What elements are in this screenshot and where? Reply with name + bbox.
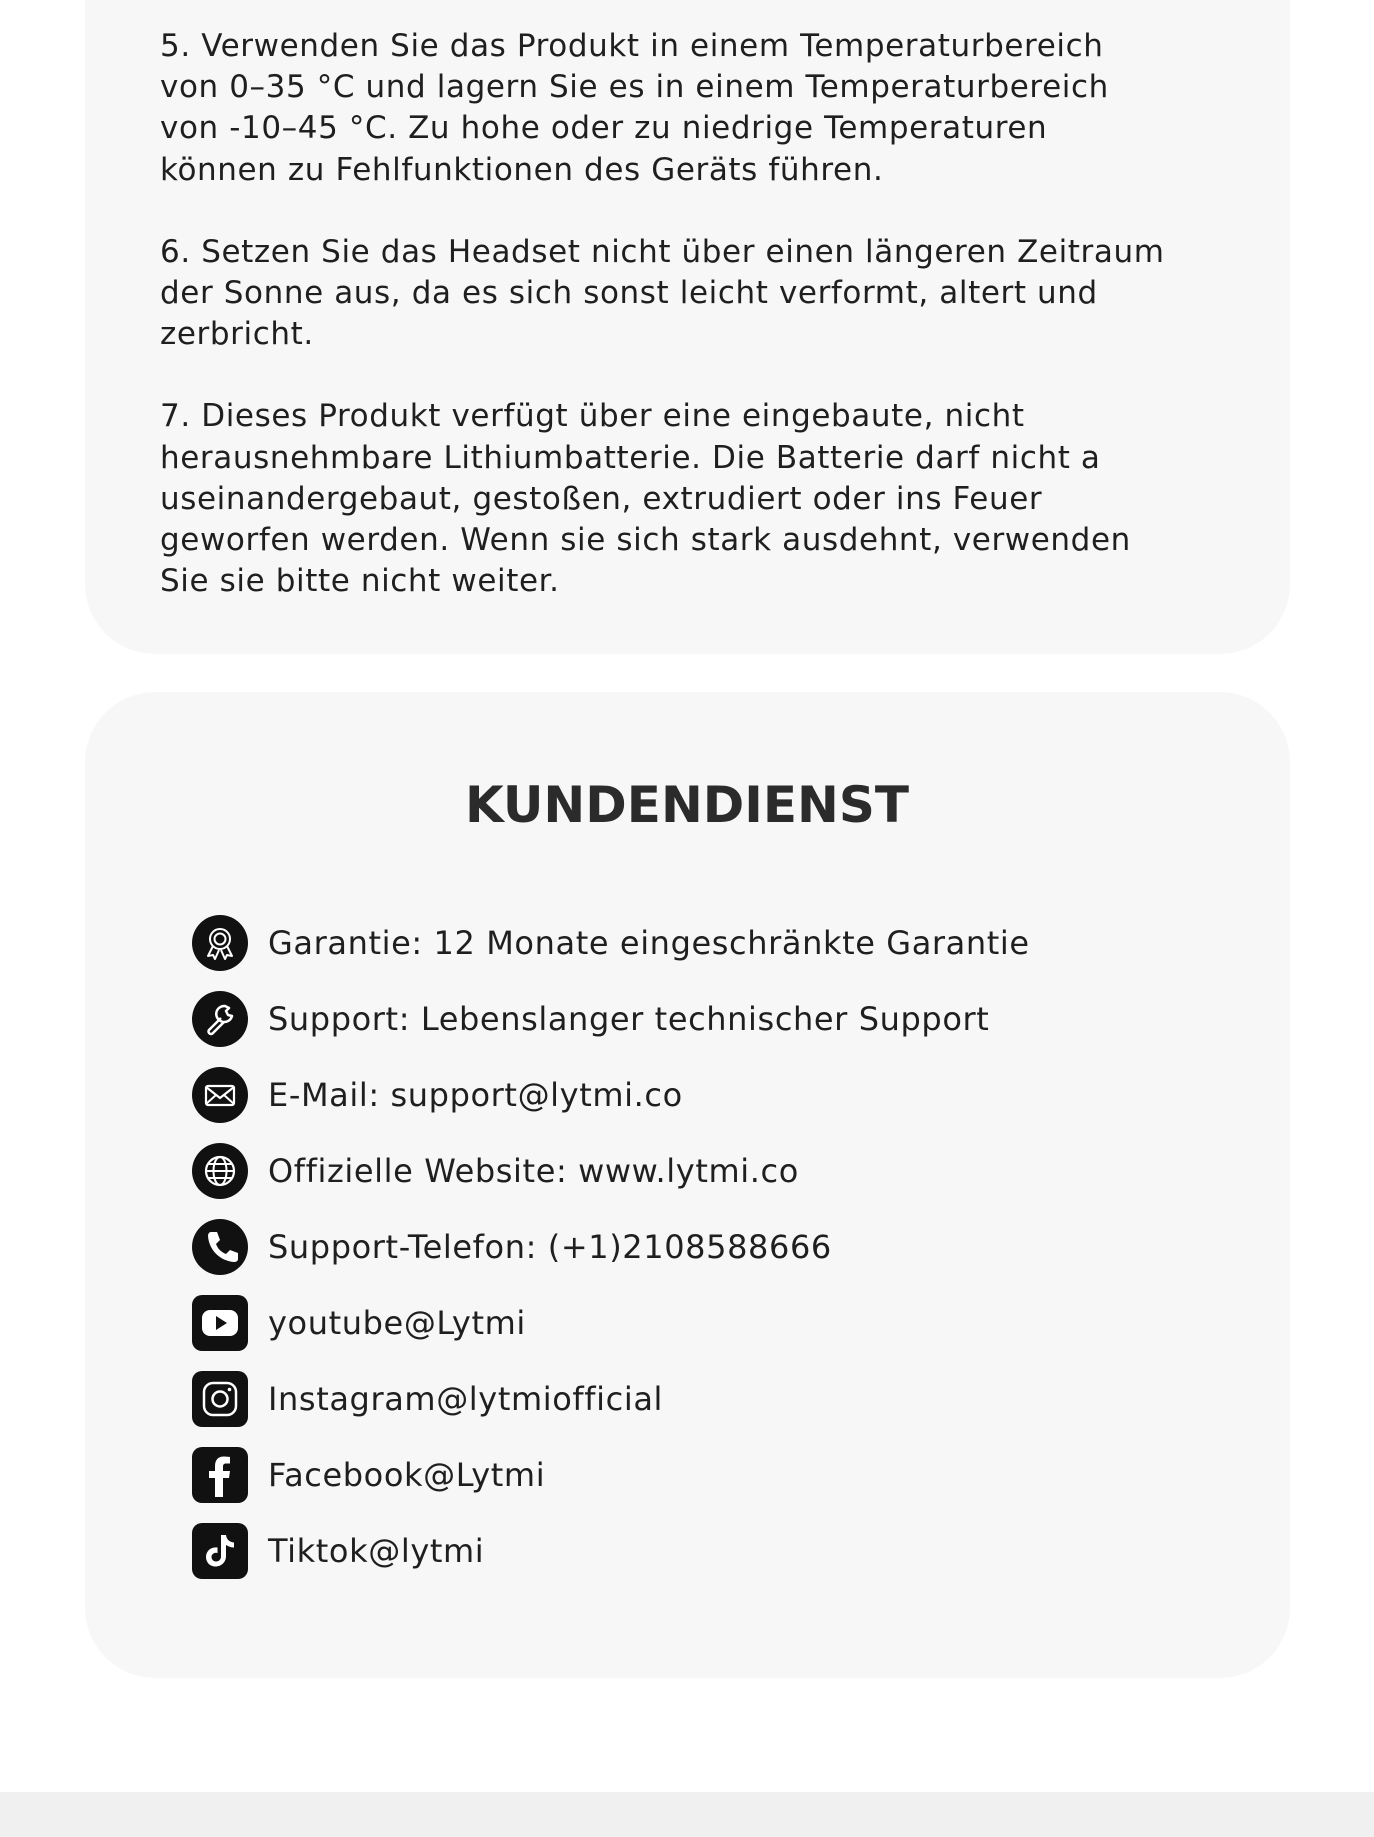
safety-note-7: 7. Dieses Produkt verfügt über eine eingebaute, nicht herausnehmbare Lithiumbatterie. Die Batterie darf nicht a useinandergebaut, gestoßen, extrudiert oder ins Feuer geworfen werden. Wenn sie sich stark ausdehnt, verwenden Sie sie bitte nicht weiter. [160, 398, 1131, 600]
email-item [192, 1066, 1030, 1124]
safety-note-6: 6. Setzen Sie das Headset nicht über einen längeren Zeitraum der Sonne aus, da es sich sonst leicht verformt, altert und zerbricht. [160, 233, 1165, 353]
support-text: Support: Lebenslanger technischer Support [268, 1000, 990, 1038]
instagram-item [192, 1370, 1030, 1428]
tiktok-item [192, 1522, 1030, 1580]
facebook-text[interactable]: Facebook@Lytmi [268, 1456, 546, 1494]
youtube-text[interactable]: youtube@Lytmi [268, 1304, 526, 1342]
safety-note-5: 5. Verwenden Sie das Produkt in einem Temperaturbereich von 0–35 °C und lagern Sie es in einem Temperaturbereich von -10–45 °C. Zu hohe oder zu niedrige Temperaturen können zu Fehlfunktionen des Geräts führen. [160, 28, 1109, 188]
email-text[interactable]: E-Mail: support@lytmi.co [268, 1076, 683, 1114]
safety-notes-list [160, 26, 1260, 643]
warranty-item [192, 914, 1030, 972]
phone-text[interactable]: Support-Telefon: (+1)2108588666 [268, 1228, 832, 1266]
tiktok-text[interactable]: Tiktok@lytmi [268, 1532, 485, 1570]
instagram-icon [192, 1371, 248, 1427]
warranty-text: Garantie: 12 Monate eingeschränkte Garantie [268, 924, 1030, 962]
website-text[interactable]: Offizielle Website: www.lytmi.co [268, 1152, 799, 1190]
facebook-icon [192, 1447, 248, 1503]
award-ribbon-icon [192, 915, 248, 971]
wrench-icon [192, 991, 248, 1047]
phone-item [192, 1218, 1030, 1276]
customer-service-title: KUNDENDIENST [464, 776, 910, 834]
website-item [192, 1142, 1030, 1200]
instagram-text[interactable]: Instagram@lytmiofficial [268, 1380, 664, 1418]
youtube-icon [192, 1295, 248, 1351]
globe-icon [192, 1143, 248, 1199]
contact-list [192, 914, 1030, 1598]
envelope-icon [192, 1067, 248, 1123]
facebook-item [192, 1446, 1030, 1504]
youtube-item [192, 1294, 1030, 1352]
footer-band [0, 1792, 1374, 1837]
support-item [192, 990, 1030, 1048]
phone-icon [192, 1219, 248, 1275]
tiktok-icon [192, 1523, 248, 1579]
